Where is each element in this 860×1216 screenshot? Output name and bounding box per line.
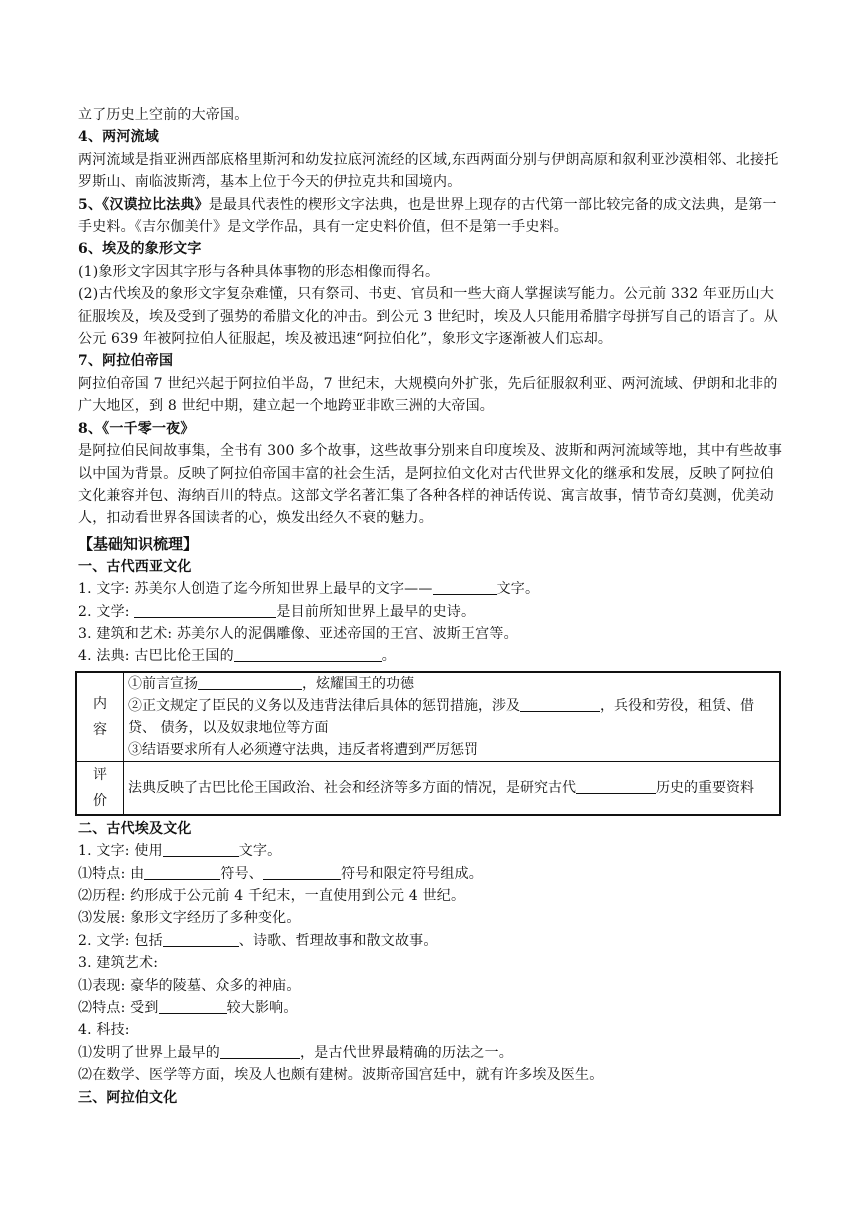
content-cell [124, 672, 781, 762]
section-body-5: 是最具代表性的楔形文字法典，也是世界上现存的古代第一部比较完备的成文法典，是第一手史料。《吉尔伽美什》是文学作品，具有一定史料价值，但不是第一手史料。 [78, 196, 777, 236]
part-1-line-2 [78, 601, 786, 623]
section-title-8: 8、《一千零一夜》 [78, 420, 195, 437]
part-1-line-4 [78, 645, 786, 667]
fill-blank[interactable] [220, 1043, 300, 1059]
section-5 [78, 194, 786, 239]
evaluation-cell [124, 761, 781, 815]
text: 法典反映了古巴比伦王国政治、社会和经济等多方面的情况，是研究古代 [128, 779, 576, 796]
part-2-title: 二、古代埃及文化 [78, 820, 192, 837]
part-2-line-4: 4. 科技: [78, 1022, 130, 1039]
text: 符号、 [220, 865, 263, 882]
text: ⑵特点: 受到 [78, 1000, 159, 1016]
section-body-7: 阿拉伯帝国 7 世纪兴起于阿拉伯半岛，7 世纪末，大规模向外扩张，先后征服叙利亚、两河流域、伊朗和北非的广大地区，到 8 世纪中期，建立起一个地跨亚非欧三洲的大帝国。 [78, 375, 778, 415]
text: ，兵役和劳役，租赁、借贷、 债务，以及奴隶地位等方面 [128, 697, 754, 736]
fill-blank[interactable] [263, 864, 341, 880]
section-title-4: 4、两河流域 [78, 129, 159, 146]
text: 。 [381, 648, 396, 665]
fill-blank[interactable] [198, 674, 302, 690]
section-body-4: 两河流域是指亚洲西部底格里斯河和幼发拉底河流经的区域,东西两面分别与伊朗高原和叙利亚沙漠相邻、北接托罗斯山、南临波斯湾，基本上位于今天的伊拉克共和国境内。 [78, 151, 779, 191]
part-2-line-3-sub-2 [78, 997, 786, 1019]
content-item-2 [128, 695, 775, 739]
part-2-line-1-sub-3: ⑶发展: 象形文字经历了多种变化。 [78, 910, 301, 927]
text: 是目前所知世界上最早的史诗。 [276, 603, 476, 620]
text: 2. 文学: [78, 603, 135, 620]
part-1-line-1 [78, 578, 786, 600]
fill-blank[interactable] [163, 841, 239, 857]
document-page [78, 104, 786, 1109]
text: ②正文规定了臣民的义务以及违背法律后具体的惩罚措施，涉及 [128, 697, 520, 714]
text: 历史的重要资料 [656, 779, 754, 796]
text: 4. 法典: 古巴比伦王国的 [78, 648, 234, 665]
header-char: 价 [93, 792, 107, 809]
basics-heading: 【基础知识梳理】 [78, 534, 199, 553]
table-row [76, 672, 780, 762]
content-item-1 [128, 673, 775, 695]
text: ①前言宣扬 [128, 675, 198, 692]
fill-blank[interactable] [234, 646, 382, 662]
fill-blank[interactable] [163, 931, 239, 947]
part-2-line-3: 3. 建筑艺术: [78, 955, 159, 972]
part-3-title: 三、阿拉伯文化 [78, 1089, 178, 1106]
text: 文字。 [496, 581, 540, 598]
text: ⑴特点: 由 [78, 865, 145, 882]
fill-blank[interactable] [433, 579, 497, 595]
part-2-line-3-sub-1: ⑴表现: 豪华的陵墓、众多的神庙。 [78, 977, 301, 994]
part-1-title: 一、古代西亚文化 [78, 558, 192, 575]
fill-blank[interactable] [159, 998, 227, 1014]
header-char: 容 [93, 721, 107, 738]
code-of-hammurabi-table [75, 671, 781, 816]
row-header-content [76, 672, 124, 762]
header-char: 评 [93, 766, 107, 783]
row-header-evaluation [76, 761, 124, 815]
text: 1. 文字: 苏美尔人创造了迄今所知世界上最早的文字—— [78, 581, 433, 598]
part-2-line-1 [78, 840, 786, 862]
section-title-5: 5、《汉谟拉比法典》 [78, 196, 209, 213]
header-char: 内 [93, 695, 107, 712]
section-6-para-1: (1)象形文字因其字形与各种具体事物的形态相像而得名。 [78, 263, 440, 280]
fill-blank[interactable] [144, 864, 220, 880]
text: 文字。 [238, 843, 282, 860]
part-2-line-2 [78, 930, 786, 952]
section-title-6: 6、埃及的象形文字 [78, 241, 202, 258]
text: ，是古代世界最精确的历法之一。 [300, 1044, 513, 1061]
section-6-para-2: (2)古代埃及的象形文字复杂难懂，只有祭司、书吏、官员和一些大商人掌握读写能力。公元前 332 年亚历山大征服埃及，埃及受到了强势的希腊文化的冲击。到公元 3 世纪时，埃及人只能用希腊字母拼写自己的语言了。从公元 639 年被阿拉伯人征服起，埃及被迅速“阿拉伯化”，象形文字逐渐被人们忘却。 [78, 286, 779, 348]
intro-tail: 立了历史上空前的大帝国。 [78, 107, 249, 123]
text: 2. 文学: 包括 [78, 932, 163, 949]
text: ，炫耀国王的功德 [302, 675, 414, 692]
text: 符号和限定符号组成。 [340, 865, 483, 882]
text: 、诗歌、哲理故事和散文故事。 [238, 932, 438, 949]
content-item-3: ③结语要求所有人必须遵守法典，违反者将遭到严厉惩罚 [128, 741, 478, 758]
text: ⑴发明了世界上最早的 [78, 1044, 220, 1061]
section-title-7: 7、阿拉伯帝国 [78, 353, 174, 370]
text: 较大影响。 [226, 1000, 298, 1016]
part-2-line-4-sub-1 [78, 1042, 786, 1064]
text: 1. 文字: 使用 [78, 843, 163, 860]
part-1-line-3: 3. 建筑和艺术: 苏美尔人的泥偶雕像、亚述帝国的王宫、波斯王宫等。 [78, 625, 518, 642]
part-2-line-1-sub-1 [78, 863, 786, 885]
part-2-line-4-sub-2: ⑵在数学、医学等方面，埃及人也颇有建树。波斯帝国宫廷中，就有许多埃及医生。 [78, 1067, 604, 1084]
fill-blank[interactable] [134, 602, 276, 618]
fill-blank[interactable] [576, 778, 656, 794]
fill-blank[interactable] [520, 696, 600, 712]
part-2-line-1-sub-2: ⑵历程: 约形成于公元前 4 千纪末，一直使用到公元 4 世纪。 [78, 887, 466, 904]
table-row [76, 761, 780, 815]
section-body-8: 是阿拉伯民间故事集，全书有 300 多个故事，这些故事分别来自印度埃及、波斯和两河流域等地，其中有些故事以中国为背景。反映了阿拉伯帝国丰富的社会生活，是阿拉伯文化对古代世界文化的继承和发展，反映了阿拉伯文化兼容并包、海纳百川的特点。这部文学名著汇集了各种各样的神话传说、寓言故事，情节奇幻莫测，优美动人，扣动看世界各国读者的心，焕发出经久不衰的魅力。 [78, 443, 783, 527]
